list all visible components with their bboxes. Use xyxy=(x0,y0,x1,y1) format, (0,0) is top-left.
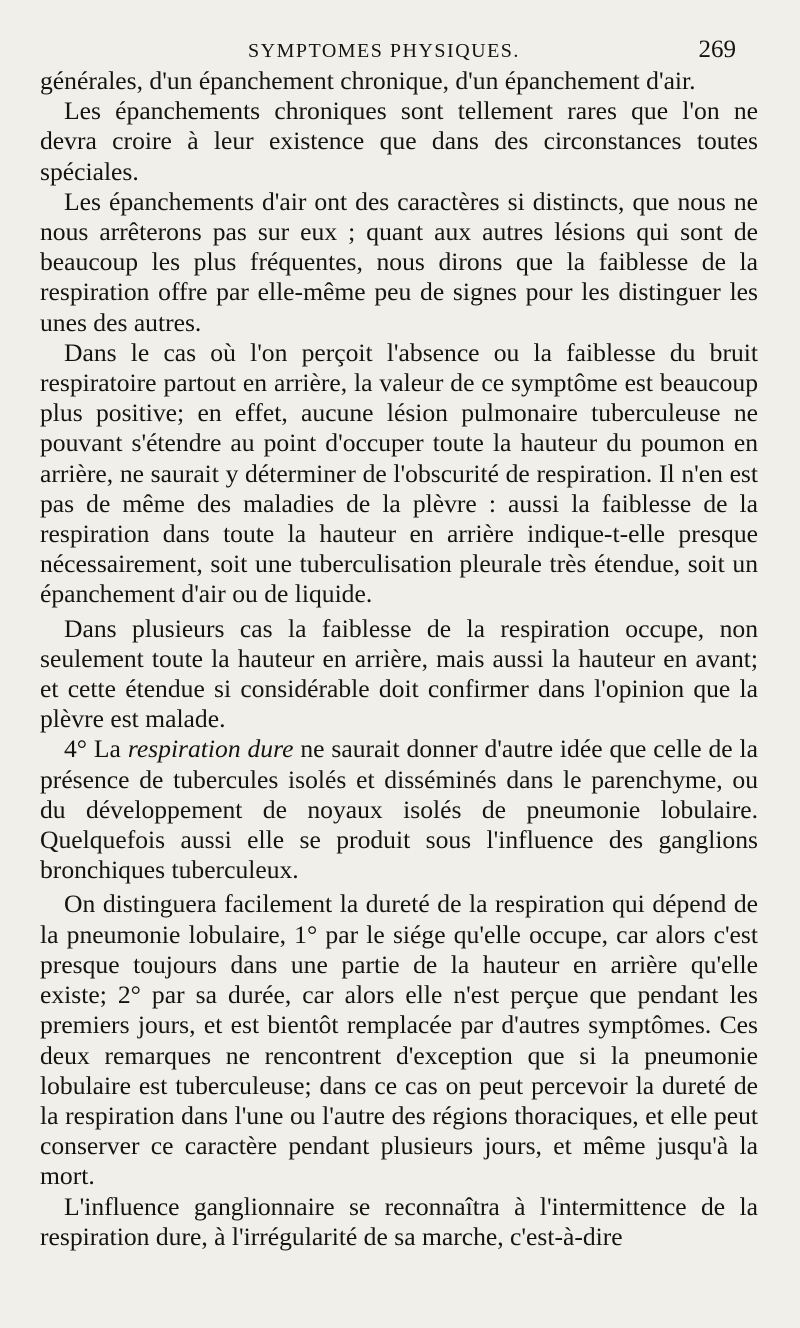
paragraph: Les épanchements chroniques sont tellement rares que l'on ne devra croire à leur existence que dans des circonstances toutes spéciales. xyxy=(40,96,758,186)
paragraph: On distinguera facilement la dureté de la respiration qui dépend de la pneumonie lobulaire, 1° par le siége qu'elle occupe, car alors c'est presque toujours dans une partie de la hauteur en arrière qu'elle existe; 2° par sa durée, car alors elle n'est perçue que pendant les premiers jours, et est bientôt remplacée par d'autres symptômes. Ces deux remarques ne rencontrent d'exception que si la pneumonie lobulaire est tuberculeuse; dans ce cas on peut percevoir la dureté de la respiration dans l'une ou l'autre des régions thoraciques, et elle peut conserver ce caractère pendant plusieurs jours, et même jusqu'à la mort. xyxy=(40,889,758,1191)
emphasis-term: respiration dure xyxy=(127,734,294,764)
paragraph: Dans le cas où l'on perçoit l'absence ou la faiblesse du bruit respiratoire partout en arrière, la valeur de ce symptôme est beaucoup plus positive; en effet, aucune lésion pulmonaire tuberculeuse ne pouvant s'étendre au point d'occuper toute la hauteur du poumon en arrière, ne saurait y déterminer de l'obscurité de respiration. Il n'en est pas de même des maladies de la plèvre : aussi la faiblesse de la respiration dans toute la hauteur en arrière indique-t-elle presque nécessairement, soit une tuberculisation pleurale très étendue, soit un épanchement d'air ou de liquide. xyxy=(40,337,758,609)
paragraph-item-4 xyxy=(40,734,758,885)
body-text xyxy=(40,66,758,1252)
item-number: 4° La xyxy=(64,734,128,764)
paragraph: Dans plusieurs cas la faiblesse de la respiration occupe, non seulement toute la hauteur en arrière, mais aussi la hauteur en avant; et cette étendue si considérable doit confirmer dans l'opinion que la plèvre est malade. xyxy=(40,613,758,734)
page-header xyxy=(0,36,800,68)
paragraph: L'influence ganglionnaire se reconnaîtra à l'intermittence de la respiration dure, à l'irrégularité de sa marche, c'est-à-dire xyxy=(40,1191,758,1251)
paragraph: Les épanchements d'air ont des caractères si distincts, que nous ne nous arrêterons pas sur eux ; quant aux autres lésions qui sont de beaucoup les plus fréquentes, nous dirons que la faiblesse de la respiration offre par elle-même peu de signes pour les distinguer les unes des autres. xyxy=(40,186,758,337)
running-head: SYMPTOMES PHYSIQUES. xyxy=(248,40,520,62)
paragraph-text: ne saurait donner d'autre idée que celle de la présence de tubercules isolés et disséminés dans le parenchyme, ou du développement de noyaux isolés de pneumonie lobulaire. Quelquefois aussi elle se produit sous l'influence des ganglions bronchiques tuberculeux. xyxy=(40,734,759,885)
page-number: 269 xyxy=(698,36,736,63)
paragraph: générales, d'un épanchement chronique, d'un épanchement d'air. xyxy=(40,66,696,95)
